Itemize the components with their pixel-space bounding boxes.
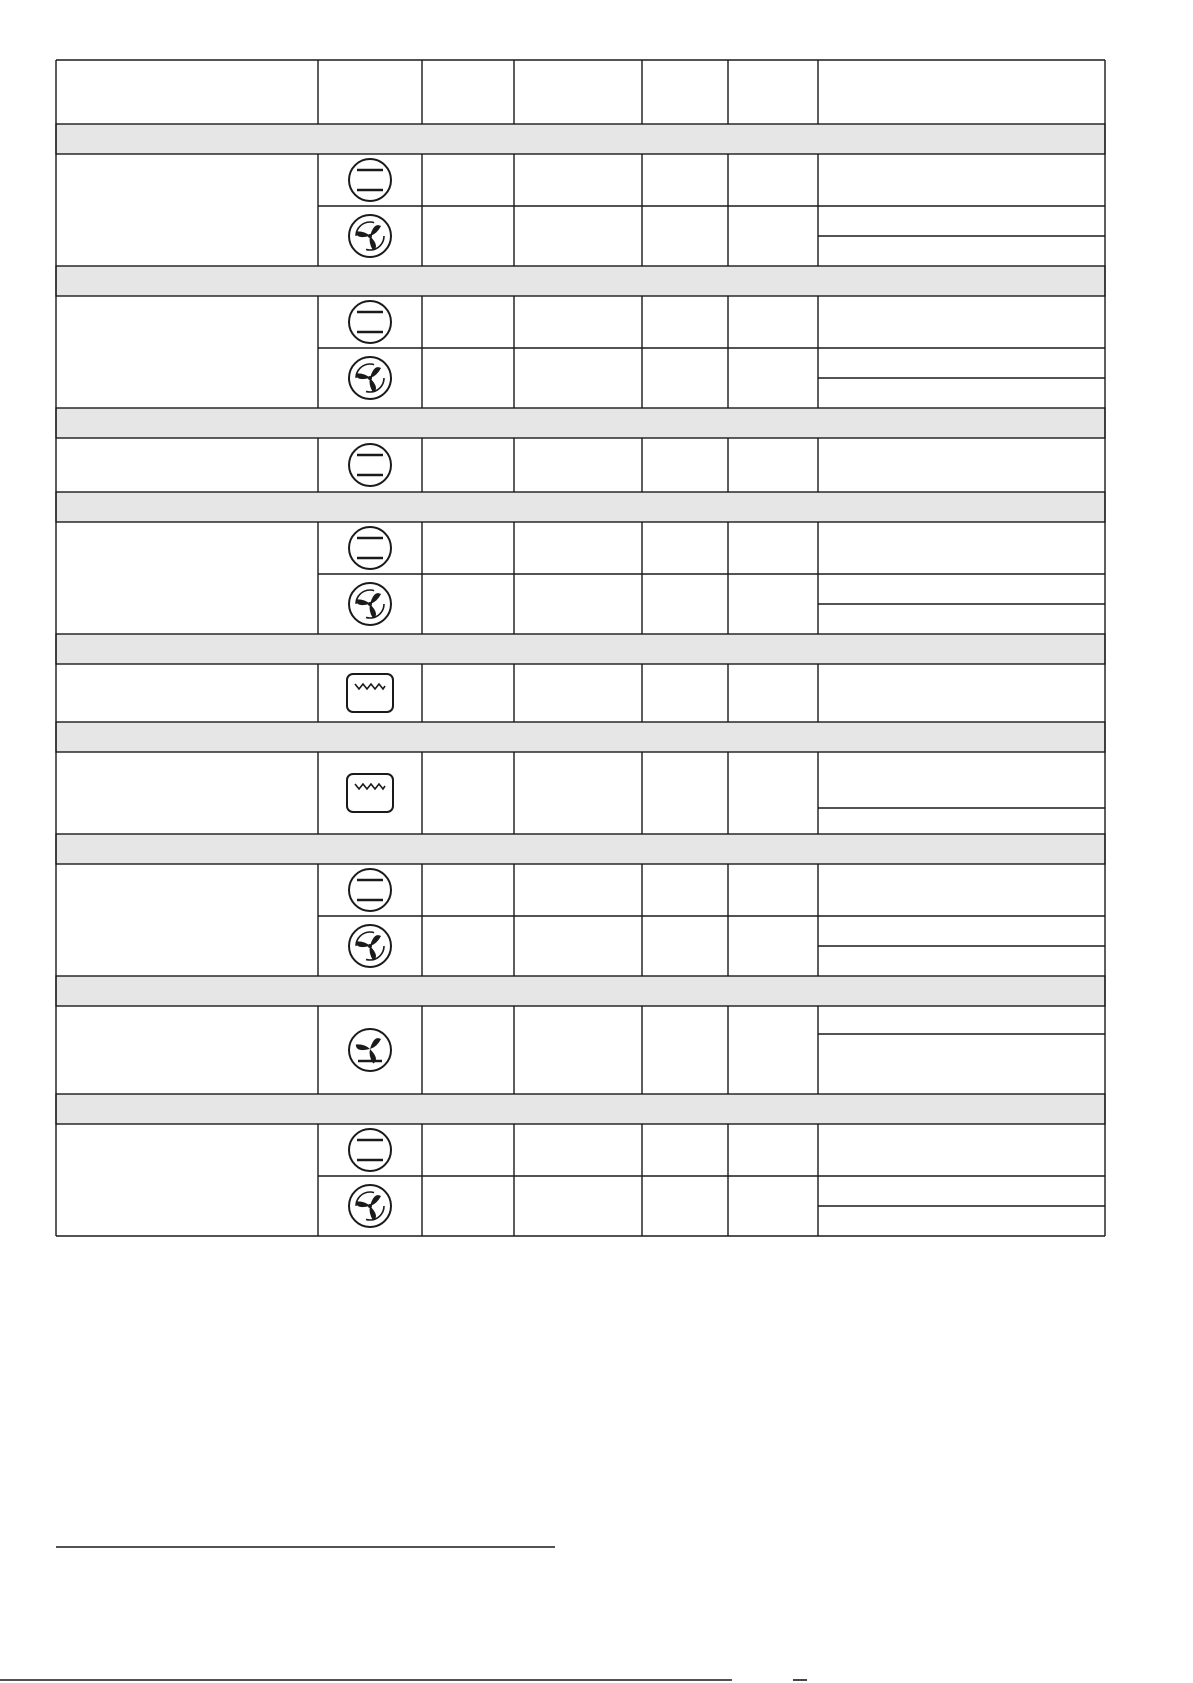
section-header <box>56 124 1105 154</box>
section-header <box>56 722 1105 752</box>
conventional-heat-icon <box>349 527 391 569</box>
fan-heat-icon <box>349 925 391 967</box>
section-header <box>56 492 1105 522</box>
section-header <box>56 834 1105 864</box>
table-header <box>56 60 1105 124</box>
section-header <box>56 266 1105 296</box>
section-header <box>56 1094 1105 1124</box>
section-header <box>56 408 1105 438</box>
fan-heat-icon <box>349 215 391 257</box>
conventional-heat-icon <box>349 1129 391 1171</box>
grill-icon <box>347 774 393 812</box>
fan-bottom-heat-icon <box>349 1029 391 1071</box>
conventional-heat-icon <box>349 869 391 911</box>
fan-heat-icon <box>349 583 391 625</box>
conventional-heat-icon <box>349 301 391 343</box>
section-header <box>56 976 1105 1006</box>
conventional-heat-icon <box>349 444 391 486</box>
cooking-table <box>56 60 1105 1236</box>
fan-heat-icon <box>349 1185 391 1227</box>
conventional-heat-icon <box>349 159 391 201</box>
fan-heat-icon <box>349 357 391 399</box>
grill-icon <box>347 674 393 712</box>
section-header <box>56 634 1105 664</box>
